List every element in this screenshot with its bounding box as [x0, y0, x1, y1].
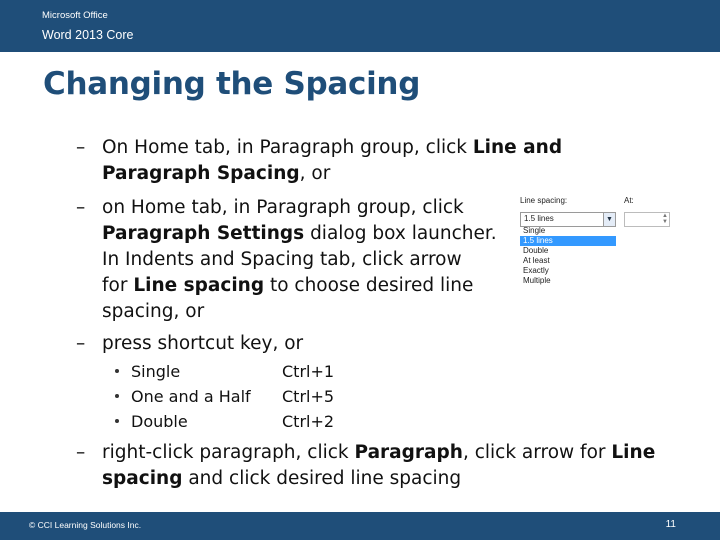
chevron-down-icon[interactable]: ▼: [603, 213, 615, 226]
bullet-4-text: right-click paragraph, click: [102, 442, 355, 463]
page-number: 11: [665, 519, 676, 530]
shortcut-key: Ctrl+5: [282, 387, 335, 406]
bullet-4-bold-b: Line: [611, 442, 656, 463]
shortcut-label: Double: [131, 412, 188, 431]
bullet-dash: –: [76, 442, 86, 463]
footer-copyright: © CCI Learning Solutions Inc.: [29, 520, 142, 530]
option-exactly[interactable]: Exactly: [523, 266, 549, 275]
bullet-dash: –: [76, 333, 86, 354]
bullet-2-line-4b: to choose desired line: [264, 275, 474, 296]
bullet-3-text: press shortcut key, or: [102, 333, 304, 354]
option-at-least[interactable]: At least: [523, 256, 550, 265]
line-spacing-label: Line spacing:: [520, 196, 568, 205]
bullet-4-text-mid: , click arrow for: [462, 442, 612, 463]
bullet-4-bold-a: Paragraph: [354, 442, 463, 463]
bullet-dash: –: [76, 137, 86, 158]
option-multiple[interactable]: Multiple: [523, 276, 551, 285]
bullet-2-bold-b: Line spacing: [133, 275, 265, 296]
shortcut-key: Ctrl+1: [282, 362, 335, 381]
bullet-2-line-2: dialog box launcher.: [304, 223, 497, 244]
header-bar: [0, 0, 720, 52]
slide-title: Changing the Spacing: [43, 66, 421, 102]
bullet-4-text-end: and click desired line spacing: [182, 468, 462, 489]
shortcut-key: Ctrl+2: [282, 412, 335, 431]
shortcut-label: Single: [131, 362, 181, 381]
at-label: At:: [624, 196, 634, 205]
line-spacing-select[interactable]: [520, 212, 616, 227]
line-spacing-value: 1.5 lines: [524, 214, 554, 223]
option-1-5-lines[interactable]: 1.5 lines: [520, 236, 616, 246]
shortcut-item: [115, 384, 375, 409]
bullet-2-bold-a: Paragraph Settings: [102, 223, 305, 244]
header-course: Word 2013 Core: [42, 28, 134, 42]
bullet-dash: –: [76, 197, 86, 218]
line-spacing-dialog-screenshot: [518, 192, 678, 296]
shortcut-list: [115, 359, 375, 434]
bullet-2-line-1: on Home tab, in Paragraph group, click: [102, 197, 464, 218]
footer-bar: [0, 512, 720, 540]
bullet-2-line-4a: for: [102, 275, 134, 296]
bullet-1-text: On Home tab, in Paragraph group, click: [102, 137, 473, 158]
spinner-arrows-icon[interactable]: ▲ ▼: [662, 213, 668, 225]
option-double[interactable]: Double: [523, 246, 549, 255]
bullet-dot-icon: [115, 369, 119, 373]
bullet-1-text-end: , or: [299, 163, 331, 184]
bullet-1-bold-a: Line and: [472, 137, 563, 158]
bullet-1-bold-b: Paragraph Spacing: [102, 163, 300, 184]
bullet-2-line-5: spacing, or: [102, 301, 205, 322]
bullet-dot-icon: [115, 394, 119, 398]
bullet-dot-icon: [115, 419, 119, 423]
shortcut-item: [115, 409, 375, 434]
bullet-2-line-3: In Indents and Spacing tab, click arrow: [102, 249, 462, 270]
option-single[interactable]: Single: [523, 226, 546, 235]
header-brand: Microsoft Office: [42, 10, 108, 21]
line-spacing-options: [520, 226, 616, 286]
bullet-4-bold-c: spacing: [102, 468, 183, 489]
at-spinner[interactable]: [624, 212, 670, 227]
shortcut-item: [115, 359, 375, 384]
shortcut-label: One and a Half: [131, 387, 251, 406]
